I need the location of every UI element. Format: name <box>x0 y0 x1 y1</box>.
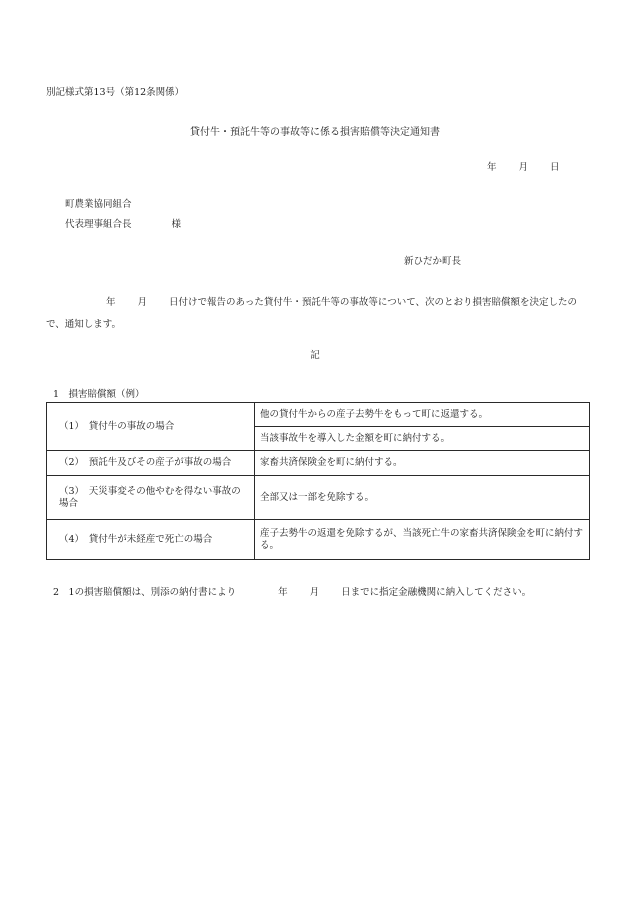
action-cell: 当該事故牛を導入した金額を町に納付する。 <box>255 427 590 451</box>
recipient-org: 町農業協同組合 <box>65 199 132 210</box>
section2-suffix: 日までに指定金融機関に納入してください。 <box>341 587 532 598</box>
date-line <box>487 162 560 174</box>
section2-month: 月 <box>309 587 320 598</box>
ki-heading: 記 <box>310 350 320 361</box>
case-cell: （1） 貸付牛の事故の場合 <box>47 403 255 451</box>
section1-title: 1 損害賠償額（例） <box>53 389 145 400</box>
body-text: 日付けで報告のあった貸付牛・預託牛等の事故等について、次のとおり損害賠償額を決定したので、通知します。 <box>46 297 578 330</box>
recipient-honorific: 様 <box>171 219 182 230</box>
body-month: 月 <box>137 297 148 308</box>
action-cell: 他の貸付牛からの産子去勢牛をもって町に返還する。 <box>255 403 590 427</box>
body-paragraph <box>46 292 586 336</box>
date-day: 日 <box>550 162 560 173</box>
table-row <box>47 476 590 520</box>
table-row <box>47 451 590 476</box>
table-row <box>47 520 590 560</box>
sender: 新ひだか町長 <box>404 256 462 267</box>
case-cell: （2） 預託牛及びその産子が事故の場合 <box>47 451 255 476</box>
document-title: 貸付牛・預託牛等の事故等に係る損害賠償等決定通知書 <box>190 127 440 138</box>
action-cell: 全部又は一部を免除する。 <box>255 476 590 520</box>
action-cell: 産子去勢牛の返還を免除するが、当該死亡牛の家畜共済保険金を町に納付する。 <box>255 520 590 560</box>
form-number: 別記様式第13号（第12条関係） <box>46 87 185 98</box>
body-year: 年 <box>106 297 116 308</box>
section2-line <box>53 587 531 599</box>
case-cell: （4） 貸付牛が未経産で死亡の場合 <box>47 520 255 560</box>
action-cell: 家畜共済保険金を町に納付する。 <box>255 451 590 476</box>
recipient-line <box>65 219 181 231</box>
section2-prefix: 2 1の損害賠償額は、別添の納付書により <box>53 587 237 598</box>
section2-year: 年 <box>278 587 288 598</box>
table-row <box>47 403 590 427</box>
recipient-person: 代表理事組合長 <box>65 219 132 230</box>
case-cell: （3） 天災事変その他やむを得ない事故の場合 <box>47 476 255 520</box>
date-month: 月 <box>518 162 529 173</box>
damages-table <box>46 402 590 560</box>
date-year: 年 <box>487 162 497 173</box>
